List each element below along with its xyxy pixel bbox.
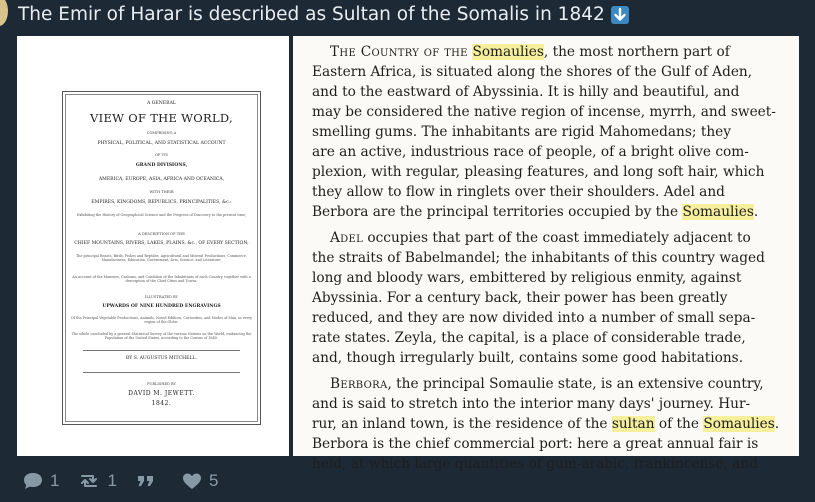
text-line <box>312 62 796 82</box>
post-title-text: The Emir of Harar is described as Sultan of the Somalis in 1842 <box>18 4 605 25</box>
highlighted-term: Somaulies <box>703 416 775 432</box>
highlighted-term: Somaulies <box>682 204 754 220</box>
tp-heading: VIEW OF THE WORLD, <box>90 111 233 125</box>
book-text <box>312 42 796 474</box>
text-segment: held, at which large quantities of gum-arabic, frankincense, and <box>312 456 759 472</box>
text-segment: Eastern Africa, is situated along the shores of the Gulf of Aden, <box>312 64 753 80</box>
text-line <box>312 248 796 268</box>
tp-author: BY S. AUGUSTUS MITCHELL. <box>125 356 198 361</box>
reply-icon <box>22 471 44 491</box>
highlighted-term: sultan <box>611 416 655 432</box>
text-line <box>312 348 796 368</box>
text-segment: are an active, industrious race of people, of a bright olive com- <box>312 144 749 160</box>
text-line <box>312 228 796 248</box>
text-segment: plexion, with regular, pleasing features, and long soft hair, which <box>312 164 765 180</box>
text-line <box>312 394 796 414</box>
text-segment: they allow to flow in ringlets over their shoulders. Adel and <box>312 184 725 200</box>
text-line <box>312 142 796 162</box>
tp-line: PHYSICAL, POLITICAL, AND STATISTICAL ACCOUNT <box>97 141 226 146</box>
text-line <box>312 434 796 454</box>
repost-count: 1 <box>107 471 117 490</box>
text-line <box>312 268 796 288</box>
tp-para: The whole concluded by a general Statistical Survey of the various Nations on the World, embracing the Population of the United States, according to the Census of 1840. <box>71 332 252 341</box>
tp-line: A GENERAL <box>146 101 176 106</box>
text-line <box>312 102 796 122</box>
text-segment: Berbora are the principal territories occupied by the <box>312 204 683 220</box>
quote-icon <box>135 471 157 491</box>
tp-para: An account of the Manners, Customs, and Condition of the Inhabitants of each Country, together with a description of the Chief Cities and Towns. <box>72 275 251 284</box>
text-line <box>312 182 796 202</box>
tp-para: The principal Beasts, Birds, Fishes and Reptiles; Agricultural and Mineral Productions; Commerce, Manufactures, Education, Government, Arts, Science, and Literature; <box>76 254 247 263</box>
repost-icon <box>77 471 101 491</box>
tp-line: 1842. <box>151 400 172 407</box>
repost-button[interactable] <box>77 471 116 491</box>
reply-button[interactable] <box>22 471 59 491</box>
tp-line: COMPRISING A <box>146 131 177 135</box>
text-line <box>312 374 796 394</box>
text-line <box>312 328 796 348</box>
text-segment: Abyssinia. For a century back, their power has been greatly <box>312 290 728 306</box>
text-segment: . <box>753 204 759 220</box>
text-segment: of the <box>654 416 704 432</box>
reply-count: 1 <box>50 471 60 490</box>
quote-button[interactable] <box>135 471 163 491</box>
text-line <box>312 308 796 328</box>
highlighted-term: Somaulies <box>472 44 544 60</box>
tp-line: A DESCRIPTION OF THE <box>138 232 185 236</box>
tp-line: ILLUSTRATED BY <box>145 295 178 299</box>
text-segment: , the most northern part of <box>543 44 730 60</box>
tp-line: PUBLISHED BY <box>146 382 177 386</box>
text-line <box>312 414 796 434</box>
tp-para: Exhibiting the History of Geographical Science and the Progress of Discovery to the present time; <box>76 213 247 217</box>
text-segment: rur, an inland town, is the residence of the <box>312 416 612 432</box>
tp-line: OF ITS <box>155 153 168 157</box>
text-segment: and is said to stretch into the interior many days' journey. Hur- <box>312 396 751 412</box>
text-segment: reduced, and they are now divided into a number of small sepa- <box>312 310 756 326</box>
text-segment: the straits of Babelmandel; the inhabitants of this country waged <box>312 250 765 266</box>
text-segment: smelling gums. The inhabitants are rigid Mahomedans; they <box>312 124 732 140</box>
section-heading: Adel <box>330 230 364 246</box>
text-segment: occupies that part of the coast immediately adjacent to <box>363 230 751 246</box>
tp-line: DAVID M. JEWETT. <box>128 390 195 397</box>
text-segment: rate states. Zeyla, the capital, is a place of considerable trade, <box>312 330 746 346</box>
section-heading: The Country of the <box>330 44 473 60</box>
text-line <box>312 202 796 222</box>
action-bar <box>22 470 236 492</box>
tp-line: GRAND DIVISIONS, <box>135 163 188 168</box>
tp-para: Of the Principal Vegetable Productions, Animals, Noted Edifices, Curiosities, and Modes of Man, in every region of the Globe. <box>70 316 253 325</box>
title-page-image[interactable] <box>17 36 289 456</box>
text-segment: and, though irregularly built, contains some good habitations. <box>312 350 744 366</box>
text-segment: and to the eastward of Abyssinia. It is hilly and beautiful, and <box>312 84 740 100</box>
text-segment: . <box>774 416 780 432</box>
tp-line: EMPIRES, KINGDOMS, REPUBLICS, PRINCIPALITIES, &c.: <box>91 200 232 205</box>
tp-line: CHIEF MOUNTAINS, RIVERS, LAKES, PLAINS, &c., OF EVERY SECTION; <box>74 241 249 246</box>
text-line <box>312 162 796 182</box>
tp-line: WITH THEIR <box>149 190 174 194</box>
text-line <box>312 454 796 474</box>
tp-line: UPWARDS OF NINE HUNDRED ENGRAVINGS <box>102 304 221 309</box>
down-arrow-icon <box>611 6 629 24</box>
heart-icon <box>181 471 203 491</box>
like-count: 5 <box>208 471 219 490</box>
like-button[interactable] <box>181 471 218 491</box>
media-attachment[interactable] <box>17 36 799 472</box>
text-segment: may be considered the native region of incense, myrrh, and sweet- <box>312 104 776 120</box>
tp-line: AMERICA, EUROPE, ASIA, AFRICA AND OCEANICA, <box>98 177 225 182</box>
text-line <box>312 288 796 308</box>
avatar[interactable] <box>0 0 8 26</box>
text-line <box>312 42 796 62</box>
text-line <box>312 82 796 102</box>
section-heading: Berbora <box>330 376 388 392</box>
book-text-image[interactable] <box>293 36 799 472</box>
text-segment: , the principal Somaulie state, is an extensive country, <box>387 376 764 392</box>
post-title <box>18 4 629 25</box>
text-segment: Berbora is the chief commercial port: here a great annual fair is <box>312 436 759 452</box>
text-segment: long and bloody wars, embittered by religious enmity, against <box>312 270 742 286</box>
text-line <box>312 122 796 142</box>
title-page <box>62 91 261 425</box>
